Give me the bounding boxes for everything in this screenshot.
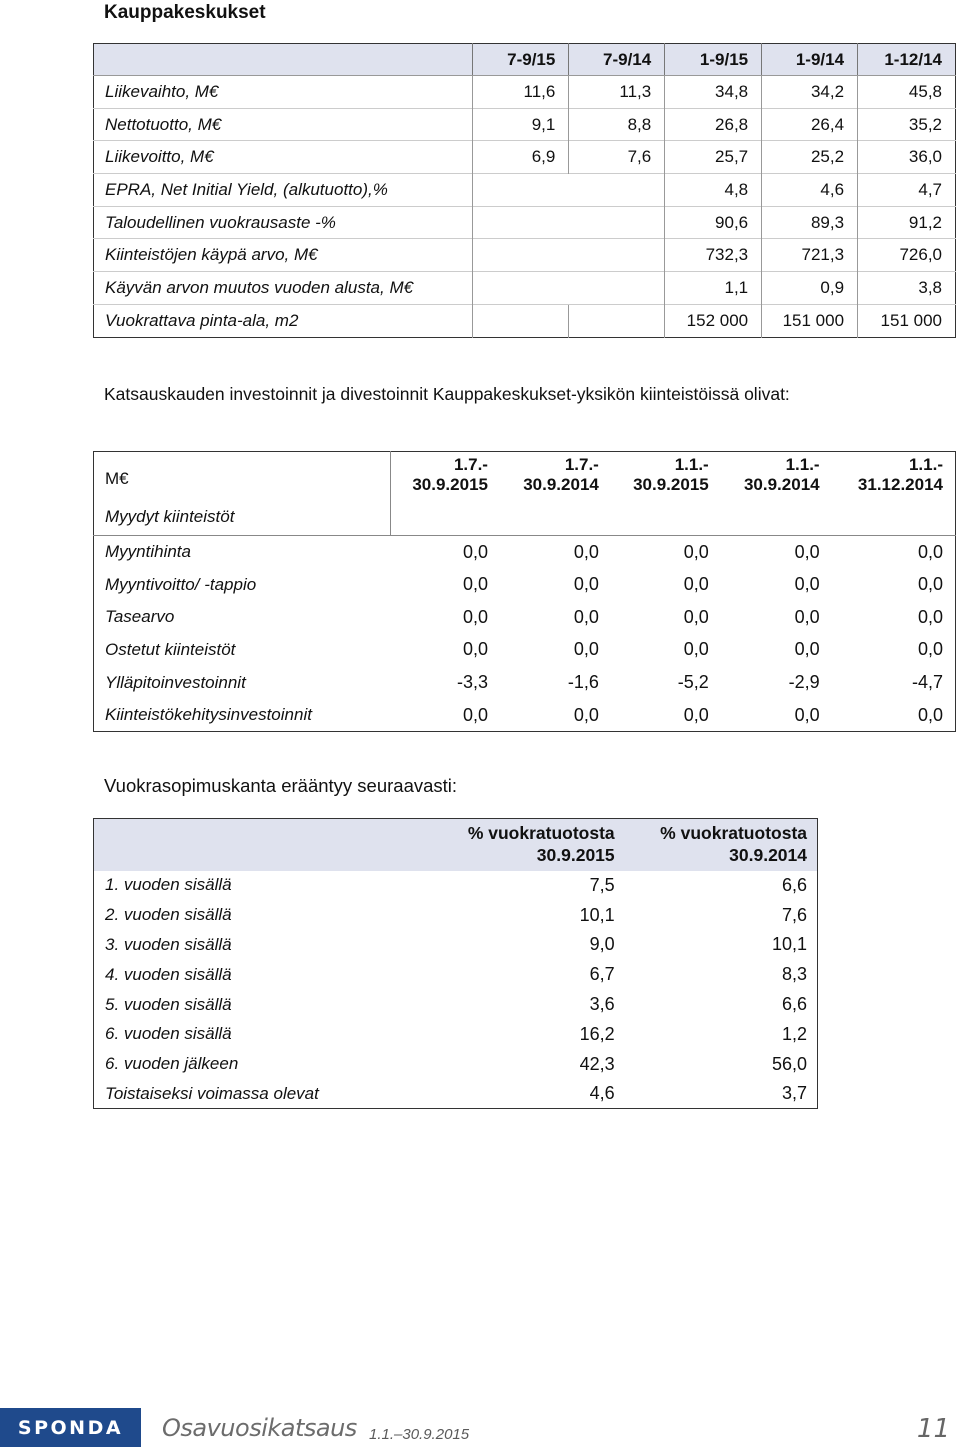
cell: 0,0 xyxy=(794,574,820,595)
row-label: Kiinteistöjen käypä arvo, M€ xyxy=(94,239,473,272)
column-header-line2: 30.9.2014 xyxy=(743,475,820,494)
cell: 26,4 xyxy=(762,108,858,141)
cell: 0,0 xyxy=(794,639,820,660)
row-label: 2. vuoden sisällä xyxy=(105,905,232,925)
empty-cell xyxy=(473,272,665,305)
column-header-line1: % vuokratuotosta xyxy=(660,823,807,843)
cell: 3,7 xyxy=(781,1083,807,1104)
cell: 4,6 xyxy=(589,1083,615,1104)
cell: -3,3 xyxy=(456,672,488,693)
investments-intro: Katsauskauden investoinnit ja divestoinnit Kauppakeskukset-yksikön kiinteistöissä olivat: xyxy=(104,384,790,404)
table-row xyxy=(94,304,956,337)
table-row xyxy=(94,634,956,667)
cell: 0,0 xyxy=(794,704,820,725)
empty-cell xyxy=(473,206,665,239)
table-row xyxy=(94,871,818,901)
sponda-logo xyxy=(0,1408,141,1447)
cell: 9,1 xyxy=(473,108,569,141)
cell: 3,6 xyxy=(589,994,615,1015)
cell: 42,3 xyxy=(579,1053,615,1074)
page-number: 11 xyxy=(916,1414,950,1444)
cell: 45,8 xyxy=(858,76,956,109)
row-label: Myyntivoitto/ -tappio xyxy=(105,574,257,594)
column-header-line1: 1.1.- xyxy=(908,455,943,474)
key-figures-table xyxy=(93,43,956,338)
cell: 6,7 xyxy=(589,964,615,985)
cell: 0,0 xyxy=(573,639,599,660)
cell: 732,3 xyxy=(665,239,762,272)
table-row xyxy=(94,239,956,272)
row-label: Taloudellinen vuokrausaste -% xyxy=(94,206,473,239)
cell: 151 000 xyxy=(858,304,956,337)
cell: 152 000 xyxy=(665,304,762,337)
row-label: 6. vuoden jälkeen xyxy=(105,1054,239,1074)
cell: 0,0 xyxy=(462,541,488,562)
table-row xyxy=(94,108,956,141)
table-header-row xyxy=(94,452,956,536)
investments-table xyxy=(93,451,956,732)
table-row xyxy=(94,960,818,990)
sold-properties-label: Myydyt kiinteistöt xyxy=(105,507,235,526)
row-label: Liikevaihto, M€ xyxy=(94,76,473,109)
row-label: 1. vuoden sisällä xyxy=(105,875,232,895)
empty-cell xyxy=(473,174,665,207)
column-header-line2: 31.12.2014 xyxy=(857,475,943,494)
column-header-line1: 1.1.- xyxy=(674,455,709,474)
cell: 4,7 xyxy=(858,174,956,207)
table-row xyxy=(94,930,818,960)
table-row xyxy=(94,1049,818,1079)
cell: 56,0 xyxy=(771,1053,807,1074)
row-label: Käyvän arvon muutos vuoden alusta, M€ xyxy=(94,272,473,305)
cell: 3,8 xyxy=(858,272,956,305)
cell: 0,0 xyxy=(917,574,943,595)
cell: -4,7 xyxy=(911,672,943,693)
cell: 25,2 xyxy=(762,141,858,174)
row-label: 3. vuoden sisällä xyxy=(105,934,232,954)
cell: 34,8 xyxy=(665,76,762,109)
cell: 0,0 xyxy=(683,541,709,562)
cell: 10,1 xyxy=(579,904,615,925)
lease-expiry-table xyxy=(93,818,818,1109)
table-row xyxy=(94,536,956,569)
table-row xyxy=(94,990,818,1020)
cell: 0,0 xyxy=(462,704,488,725)
cell: -1,6 xyxy=(567,672,599,693)
cell: 0,0 xyxy=(573,574,599,595)
cell: 0,0 xyxy=(462,606,488,627)
cell: 0,0 xyxy=(917,541,943,562)
table-row xyxy=(94,272,956,305)
table-row xyxy=(94,206,956,239)
cell: 0,0 xyxy=(462,639,488,660)
logo-text: SPONDA xyxy=(17,1417,124,1439)
table-header-row xyxy=(94,819,818,871)
column-header xyxy=(427,819,619,871)
cell: 7,5 xyxy=(589,874,615,895)
section-title: Kauppakeskukset xyxy=(104,2,266,23)
column-header xyxy=(721,452,832,536)
column-header: 7-9/15 xyxy=(473,44,569,76)
unit-label: M€ xyxy=(105,469,129,488)
column-header-line2: 30.9.2015 xyxy=(536,845,615,865)
row-label: Kiinteistökehitysinvestoinnit xyxy=(105,705,312,725)
column-header xyxy=(832,452,956,536)
table-header-row xyxy=(94,44,956,76)
column-header: 7-9/14 xyxy=(569,44,665,76)
column-header xyxy=(611,452,721,536)
column-header xyxy=(390,452,500,536)
column-header-line2: 30.9.2014 xyxy=(523,475,599,494)
empty-cell xyxy=(569,304,665,337)
cell: 89,3 xyxy=(762,206,858,239)
footer-date: 1.1.–30.9.2015 xyxy=(369,1426,470,1443)
empty-cell xyxy=(473,239,665,272)
cell: 0,0 xyxy=(462,574,488,595)
cell: 90,6 xyxy=(665,206,762,239)
column-header xyxy=(619,819,818,871)
row-label: Ylläpitoinvestoinnit xyxy=(105,672,246,692)
table-row xyxy=(94,1019,818,1049)
cell: 10,1 xyxy=(771,934,807,955)
cell: -5,2 xyxy=(677,672,709,693)
cell: 726,0 xyxy=(858,239,956,272)
cell: 0,0 xyxy=(573,704,599,725)
column-header: 1-9/15 xyxy=(665,44,762,76)
cell: 0,0 xyxy=(917,606,943,627)
row-label: Liikevoitto, M€ xyxy=(94,141,473,174)
leases-intro: Vuokrasopimuskanta erääntyy seuraavasti: xyxy=(104,775,458,796)
table-row xyxy=(94,1079,818,1109)
cell: 6,6 xyxy=(781,874,807,895)
footer-title: Osavuosikatsaus xyxy=(162,1414,357,1442)
cell: 25,7 xyxy=(665,141,762,174)
cell: 0,0 xyxy=(683,574,709,595)
column-header xyxy=(500,452,611,536)
cell: 36,0 xyxy=(858,141,956,174)
cell: 4,6 xyxy=(762,174,858,207)
cell: 1,1 xyxy=(665,272,762,305)
cell: 4,8 xyxy=(665,174,762,207)
column-header-line2: 30.9.2015 xyxy=(633,475,709,494)
row-label: Myyntihinta xyxy=(105,542,191,562)
cell: -2,9 xyxy=(788,672,820,693)
cell: 11,3 xyxy=(569,76,665,109)
column-header-line1: 1.7.- xyxy=(564,455,599,474)
row-label: Nettotuotto, M€ xyxy=(94,108,473,141)
row-label: 5. vuoden sisällä xyxy=(105,994,232,1014)
cell: 6,6 xyxy=(781,994,807,1015)
page-footer xyxy=(0,1404,960,1447)
column-header-line2: 30.9.2014 xyxy=(729,845,807,865)
column-header: 1-12/14 xyxy=(858,44,956,76)
cell: 0,0 xyxy=(794,606,820,627)
cell: 26,8 xyxy=(665,108,762,141)
cell: 0,9 xyxy=(762,272,858,305)
row-label: Vuokrattava pinta-ala, m2 xyxy=(94,304,473,337)
cell: 151 000 xyxy=(762,304,858,337)
cell: 0,0 xyxy=(573,541,599,562)
cell: 9,0 xyxy=(589,934,615,955)
cell: 8,8 xyxy=(569,108,665,141)
table-row xyxy=(94,141,956,174)
table-row xyxy=(94,174,956,207)
cell: 0,0 xyxy=(683,704,709,725)
cell: 721,3 xyxy=(762,239,858,272)
cell: 16,2 xyxy=(579,1023,615,1044)
column-header-line1: 1.7.- xyxy=(453,455,488,474)
column-header-line2: 30.9.2015 xyxy=(412,475,488,494)
row-label: Tasearvo xyxy=(105,607,175,627)
table-row xyxy=(94,699,956,732)
table-row xyxy=(94,900,818,930)
table-row xyxy=(94,601,956,634)
cell: 0,0 xyxy=(573,606,599,627)
row-label: 6. vuoden sisällä xyxy=(105,1024,232,1044)
row-label: Ostetut kiinteistöt xyxy=(105,639,236,659)
column-header-line1: 1.1.- xyxy=(785,455,820,474)
cell: 34,2 xyxy=(762,76,858,109)
column-header: 1-9/14 xyxy=(762,44,858,76)
cell: 0,0 xyxy=(917,704,943,725)
cell: 6,9 xyxy=(473,141,569,174)
cell: 7,6 xyxy=(569,141,665,174)
table-row xyxy=(94,666,956,699)
cell: 8,3 xyxy=(781,964,807,985)
table-row xyxy=(94,76,956,109)
row-label: EPRA, Net Initial Yield, (alkutuotto),% xyxy=(94,174,473,207)
cell: 0,0 xyxy=(683,606,709,627)
row-label: 4. vuoden sisällä xyxy=(105,964,232,984)
cell: 11,6 xyxy=(473,76,569,109)
cell: 1,2 xyxy=(781,1023,807,1044)
cell: 7,6 xyxy=(781,904,807,925)
cell: 35,2 xyxy=(858,108,956,141)
cell: 0,0 xyxy=(683,639,709,660)
cell: 91,2 xyxy=(858,206,956,239)
column-header-line1: % vuokratuotosta xyxy=(467,823,615,843)
cell: 0,0 xyxy=(794,541,820,562)
cell: 0,0 xyxy=(917,639,943,660)
empty-cell xyxy=(473,304,569,337)
header-blank xyxy=(94,44,473,76)
row-label: Toistaiseksi voimassa olevat xyxy=(105,1083,319,1103)
header-label-cell xyxy=(94,452,391,536)
header-blank xyxy=(94,819,427,871)
table-row xyxy=(94,568,956,601)
